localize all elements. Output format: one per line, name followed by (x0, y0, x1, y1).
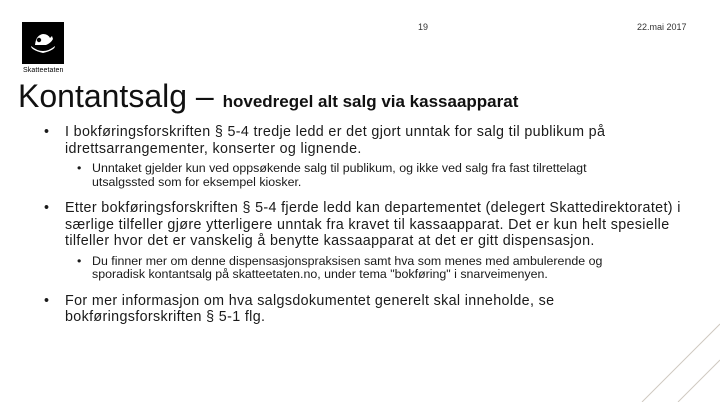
corner-decoration (620, 322, 720, 402)
bullet-text: Etter bokføringsforskriften § 5-4 fjerde ledd kan departementet (delegert Skattedirektoratet) i særlige tilfeller gjøre ytterligere unntak fra kravet til kassaapparat. Det er kun helt spesielle tilfeller hvor det er vanskelig å benytte kassaapparat at det er gitt dispensasjon. (65, 200, 681, 249)
bullet-dot: • (77, 161, 82, 175)
slide-date: 22.mai 2017 (637, 22, 687, 32)
title-main: Kontantsalg – (18, 78, 223, 114)
bullet-dot: • (44, 292, 50, 309)
slide-content (44, 124, 684, 331)
bullet-text: For mer informasjon om hva salgsdokumentet generelt skal inneholde, se bokføringsforskriften § 5-1 flg. (65, 292, 555, 325)
logo-text: Skatteetaten (23, 67, 64, 74)
bullet-item (44, 200, 684, 250)
bullet-dot: • (77, 253, 82, 268)
bullet-item (44, 124, 684, 157)
bullet-dot: • (44, 200, 50, 216)
skatteetaten-logo-icon (22, 22, 64, 64)
bullet-dot: • (44, 124, 50, 140)
sub-bullet-item (77, 255, 652, 282)
sub-bullet-text: Unntaket gjelder kun ved oppsøkende salg til publikum, og ikke ved salg fra fast tilrettelagt utsalgssted som for eksempel kiosker. (92, 161, 587, 189)
title-sub: hovedregel alt salg via kassaapparat (222, 92, 519, 111)
bullet-item (44, 293, 684, 326)
bullet-text: I bokføringsforskriften § 5-4 tredje ledd er det gjort unntak for salg til publikum på idrettsarrangementer, konserter og lignende. (65, 124, 606, 157)
sub-bullet-text: Du finner mer om denne dispensasjonspraksisen samt hva som menes med ambulerende og sporadisk kontantsalg på skatteetaten.no, under tema "bokføring" i snarveimenyen. (92, 253, 603, 281)
sub-bullet-item (77, 162, 652, 189)
slide-number: 19 (418, 22, 429, 32)
slide-title (18, 78, 518, 115)
